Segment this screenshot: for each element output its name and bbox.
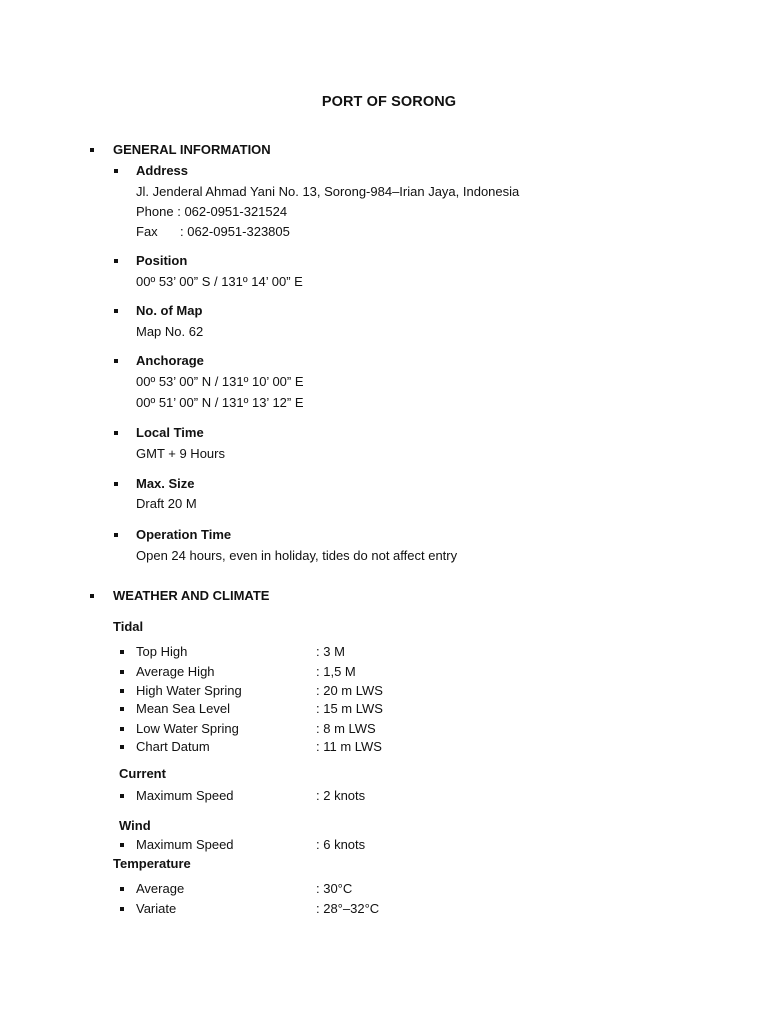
temperature-item-name: Variate <box>136 901 177 916</box>
bullet-icon <box>120 650 124 654</box>
tidal-item-name: Average High <box>136 664 215 679</box>
page-title: PORT OF SORONG <box>321 94 457 110</box>
operation-time-label: Operation Time <box>136 527 232 542</box>
map-value: Map No. 62 <box>136 324 204 339</box>
address-line: Jl. Jenderal Ahmad Yani No. 13, Sorong-984–Irian Jaya, Indonesia <box>136 184 520 199</box>
local-time-label: Local Time <box>136 425 204 440</box>
position-label: Position <box>136 253 188 268</box>
fax-value: : 062-0951-323805 <box>180 224 290 239</box>
tidal-item-value: : 8 m LWS <box>316 721 376 736</box>
anchorage-line-2: 00º 51’ 00” N / 131º 13’ 12” E <box>136 395 304 410</box>
anchorage-label: Anchorage <box>136 353 204 368</box>
tidal-item-value: : 1,5 M <box>316 664 356 679</box>
bullet-icon <box>120 843 124 847</box>
anchorage-line-1: 00º 53’ 00” N / 131º 10’ 00” E <box>136 374 304 389</box>
fax-line <box>136 224 290 240</box>
bullet-icon <box>114 431 118 435</box>
wind-item-value: : 6 knots <box>316 837 366 852</box>
temperature-item-value: : 28°–32°C <box>316 901 380 916</box>
bullet-icon <box>120 745 124 749</box>
section-heading-weather: WEATHER AND CLIMATE <box>113 588 270 603</box>
tidal-item-value: : 3 M <box>316 644 345 659</box>
tidal-item-name: Chart Datum <box>136 739 210 754</box>
tidal-item-name: Top High <box>136 644 188 659</box>
bullet-icon <box>114 482 118 486</box>
tidal-item-name: Low Water Spring <box>136 721 239 736</box>
phone-label: Phone <box>136 204 174 219</box>
current-item-value: : 2 knots <box>316 788 366 803</box>
tidal-item-value: : 20 m LWS <box>316 683 383 698</box>
position-value: 00º 53’ 00” S / 131º 14’ 00” E <box>136 274 303 289</box>
tidal-item-name: High Water Spring <box>136 683 242 698</box>
current-label: Current <box>119 766 166 781</box>
max-size-value: Draft 20 M <box>136 496 197 511</box>
bullet-icon <box>114 259 118 263</box>
temperature-label: Temperature <box>113 856 191 871</box>
bullet-icon <box>114 533 118 537</box>
address-label: Address <box>136 163 189 178</box>
tidal-item-value: : 15 m LWS <box>316 701 383 716</box>
bullet-icon <box>114 309 118 313</box>
bullet-icon <box>90 594 94 598</box>
tidal-item-name: Mean Sea Level <box>136 701 230 716</box>
temperature-item-name: Average <box>136 881 185 896</box>
bullet-icon <box>120 707 124 711</box>
bullet-icon <box>120 794 124 798</box>
section-heading-general: GENERAL INFORMATION <box>113 142 271 157</box>
phone-value: : 062-0951-321524 <box>177 204 288 219</box>
wind-label: Wind <box>119 818 151 833</box>
wind-item-name: Maximum Speed <box>136 837 234 852</box>
bullet-icon <box>114 359 118 363</box>
local-time-value: GMT + 9 Hours <box>136 446 225 461</box>
bullet-icon <box>114 169 118 173</box>
operation-time-value: Open 24 hours, even in holiday, tides do not affect entry <box>136 548 458 563</box>
fax-label: Fax <box>136 224 158 239</box>
current-item-name: Maximum Speed <box>136 788 234 803</box>
tidal-label: Tidal <box>113 619 144 634</box>
tidal-item-value: : 11 m LWS <box>316 739 382 754</box>
phone-line <box>136 204 287 220</box>
bullet-icon <box>120 907 124 911</box>
bullet-icon <box>120 727 124 731</box>
temperature-item-value: : 30°C <box>316 881 353 896</box>
map-label: No. of Map <box>136 303 203 318</box>
bullet-icon <box>120 887 124 891</box>
max-size-label: Max. Size <box>136 476 195 491</box>
bullet-icon <box>90 148 94 152</box>
bullet-icon <box>120 689 124 693</box>
bullet-icon <box>120 670 124 674</box>
